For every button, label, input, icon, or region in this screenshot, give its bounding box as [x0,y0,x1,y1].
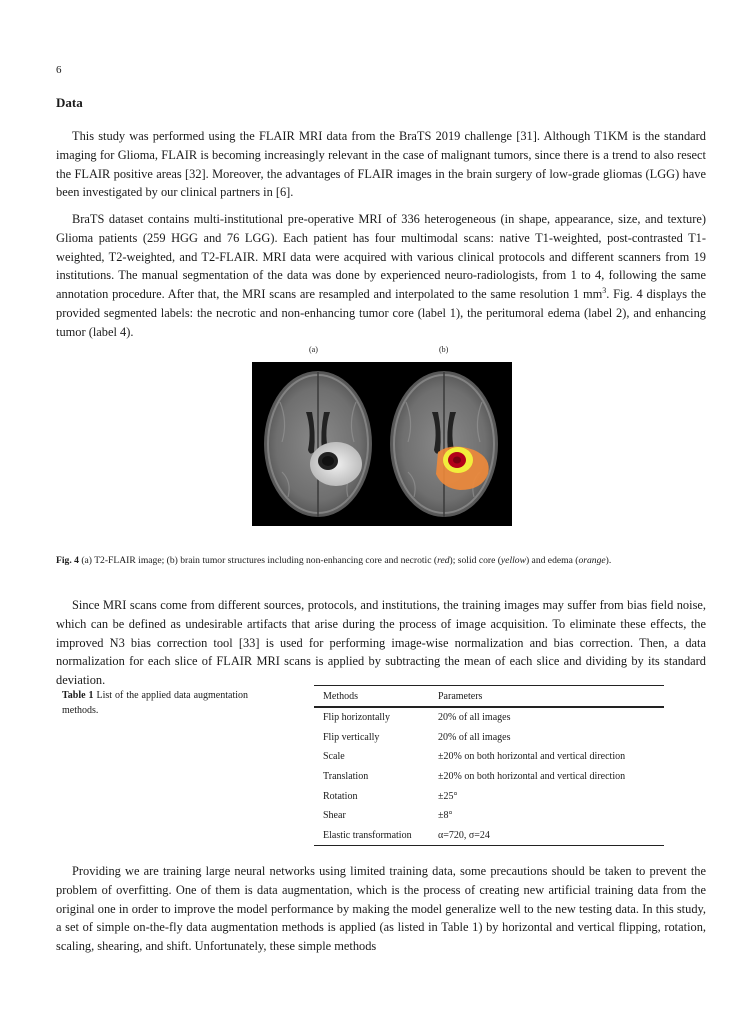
method-cell: Elastic transformation [314,826,429,846]
figure-4-mri-images [252,362,512,526]
mri-panel-a [264,371,372,517]
parameter-cell: ±8° [438,810,453,822]
figure-label-a: (a) [309,345,318,354]
table-row [314,826,664,846]
parameter-cell: ±20% on both horizontal and vertical direction [438,751,626,763]
figure-caption-label: Fig. 4 [56,555,79,566]
caption-mid-1: ); solid core ( [449,555,501,566]
augmentation-table [314,685,664,846]
table-row [314,728,664,748]
parameter-cell: ±25° [438,790,458,802]
method-cell: Shear [323,810,346,822]
method-cell: Rotation [323,790,358,802]
paragraph-2-text-end: . Fig. 4 displays the provided segmented labels: the necrotic and non-enhancing tumor core (label 1), the peritumoral edema (label 2), and enhancing tumor (label 4). [56,287,707,339]
mri-panel-b [390,371,498,517]
table-header-row [314,686,664,708]
table-row [314,806,664,826]
table-row [314,747,664,767]
caption-red: red [437,555,450,566]
method-cell: Flip vertically [323,731,380,743]
superscript-3: 3 [602,286,607,296]
parameter-cell: ±20% on both horizontal and vertical direction [438,771,626,783]
caption-mid-2: ) and edema ( [525,555,579,566]
figure-caption [56,554,716,568]
paragraph-1: This study was performed using the FLAIR MRI data from the BraTS 2019 challenge [31]. Although T1KM is the standard imaging for Glioma, FLAIR is becoming increasingly relevant in the case of malignant tumors, since there is a trend to also resect the FLAIR positive areas [32]. Moreover, the advantages of FLAIR images in the brain surgery of low-grade gliomas (LGG) have been investigated by our clinical partners in [6]. [56,129,706,200]
parameter-cell: 20% of all images [438,731,511,743]
figure-label-b: (b) [439,345,449,354]
paragraph-2-text: BraTS dataset contains multi-institutional pre-operative MRI of 336 heterogeneous (in shape, appearance, size, and texture) Glioma patients (259 HGG and 76 LGG). Each patient has four multimodal scans: native T1-weighted, post-contrasted T1-weighted, T2-weighted, and T2-FLAIR. MRI data were acquired with various clinical protocols and different scanners from 19 institutions. The manual segmentation of the data was done by experienced neuro-radiologists, from 1 to 4, following the same annotation procedure. After that, the MRI scans are resampled and interpolated to the same resolution 1 mm [56,212,706,302]
table-caption-text: List of the applied data augmentation methods. [62,690,249,716]
caption-end: ). [605,555,612,566]
parameter-cell: 20% of all images [438,712,511,724]
mri-svg [252,362,512,526]
table-caption-label: Table 1 [62,690,94,701]
method-cell: Flip horizontally [323,712,390,724]
paragraph-4: Providing we are training large neural networks using limited training data, some precautions should be taken to prevent the problem of overfitting. One of them is data augmentation, which is the process of creating new artificial training data from the original one in order to improve the model performance by making the model generalize well to the new testing data. In this study, a set of simple on-the-fly data augmentation methods is applied (as listed in Table 1) by horizontal and vertical flipping, rotation, scaling, shearing, and shift. Unfortunately, these simple methods [56,864,706,954]
table-row [314,786,664,806]
caption-orange: orange [578,555,606,566]
section-heading: Data [56,95,83,110]
table-row [314,767,664,787]
method-cell: Translation [323,771,369,783]
parameter-cell: α=720, σ=24 [429,826,664,846]
caption-yellow: yellow [500,555,526,566]
table-caption [62,688,248,718]
table-row [314,707,664,728]
header-methods: Methods [314,686,429,708]
method-cell: Scale [323,751,345,763]
figure-caption-text: (a) T2-FLAIR image; (b) brain tumor structures including non-enhancing core and necrotic ( [78,555,438,566]
paragraph-2 [56,210,706,342]
paragraph-3: Since MRI scans come from different sources, protocols, and institutions, the training images may suffer from bias field noise, which can be defined as undesirable artifacts that arise during the process of image acquisition. To eliminate these effects, the improved N3 bias correction tool [33] is used for performing image-wise normalization and bias correction. Then, a data normalization for each slice of FLAIR MRI scans is applied by subtracting the mean of each slice and dividing by its standard deviation. [56,598,706,688]
page-number: 6 [56,64,62,76]
header-parameters: Parameters [429,686,664,708]
